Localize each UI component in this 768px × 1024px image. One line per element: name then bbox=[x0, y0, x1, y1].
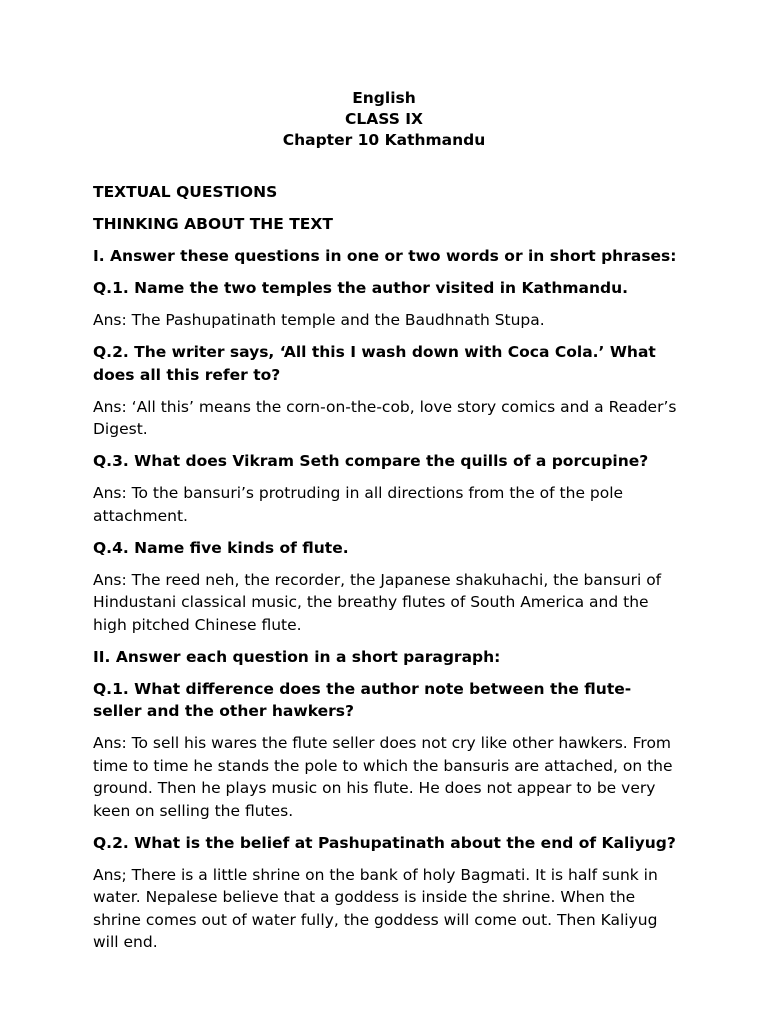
answer: Ans: To sell his wares the flute seller does not cry like other hawkers. From time to time he stands the pole to which the bansuris are attached, on the ground. Then he plays music on his flute. He does not appear to be very keen on selling the flutes. bbox=[93, 734, 673, 820]
answer: Ans: To the bansuri’s protruding in all directions from the of the pole attachment. bbox=[93, 484, 624, 525]
instruction-1: I. Answer these questions in one or two words or in short phrases: bbox=[93, 247, 677, 265]
question: Q.2. The writer says, ‘All this I wash down with Coca Cola.’ What does all this refer to? bbox=[93, 343, 656, 384]
answer: Ans: The reed neh, the recorder, the Japanese shakuhachi, the bansuri of Hindustani classical music, the breathy flutes of South America and the high pitched Chinese flute. bbox=[93, 570, 662, 634]
document-header bbox=[0, 88, 768, 151]
document-body bbox=[93, 181, 678, 963]
chapter-title: Chapter 10 Kathmandu bbox=[282, 131, 486, 149]
question: Q.2. What is the belief at Pashupatinath about the end of Kaliyug? bbox=[93, 833, 676, 852]
question: Q.3. What does Vikram Seth compare the quills of a porcupine? bbox=[93, 452, 649, 470]
question: Q.1. Name the two temples the author visited in Kathmandu. bbox=[93, 279, 629, 297]
answer: Ans; There is a little shrine on the bank of holy Bagmati. It is half sunk in water. Nepalese believe that a goddess is inside the shrine. When the shrine comes out of water fully, the goddess will come out. Then Kaliyug will end. bbox=[93, 865, 658, 951]
question: Q.1. What difference does the author note between the flute-seller and the other hawkers? bbox=[93, 679, 632, 720]
answer: Ans: ‘All this’ means the corn-on-the-cob, love story comics and a Reader’s Digest. bbox=[93, 397, 677, 438]
section-subheading: THINKING ABOUT THE TEXT bbox=[93, 215, 333, 233]
answer: Ans: The Pashupatinath temple and the Baudhnath Stupa. bbox=[93, 311, 545, 329]
instruction-2: II. Answer each question in a short paragraph: bbox=[93, 647, 501, 666]
question: Q.4. Name five kinds of flute. bbox=[93, 538, 349, 557]
subject-title: English bbox=[352, 89, 416, 107]
section-heading: TEXTUAL QUESTIONS bbox=[93, 183, 278, 201]
class-title: CLASS IX bbox=[345, 110, 423, 128]
